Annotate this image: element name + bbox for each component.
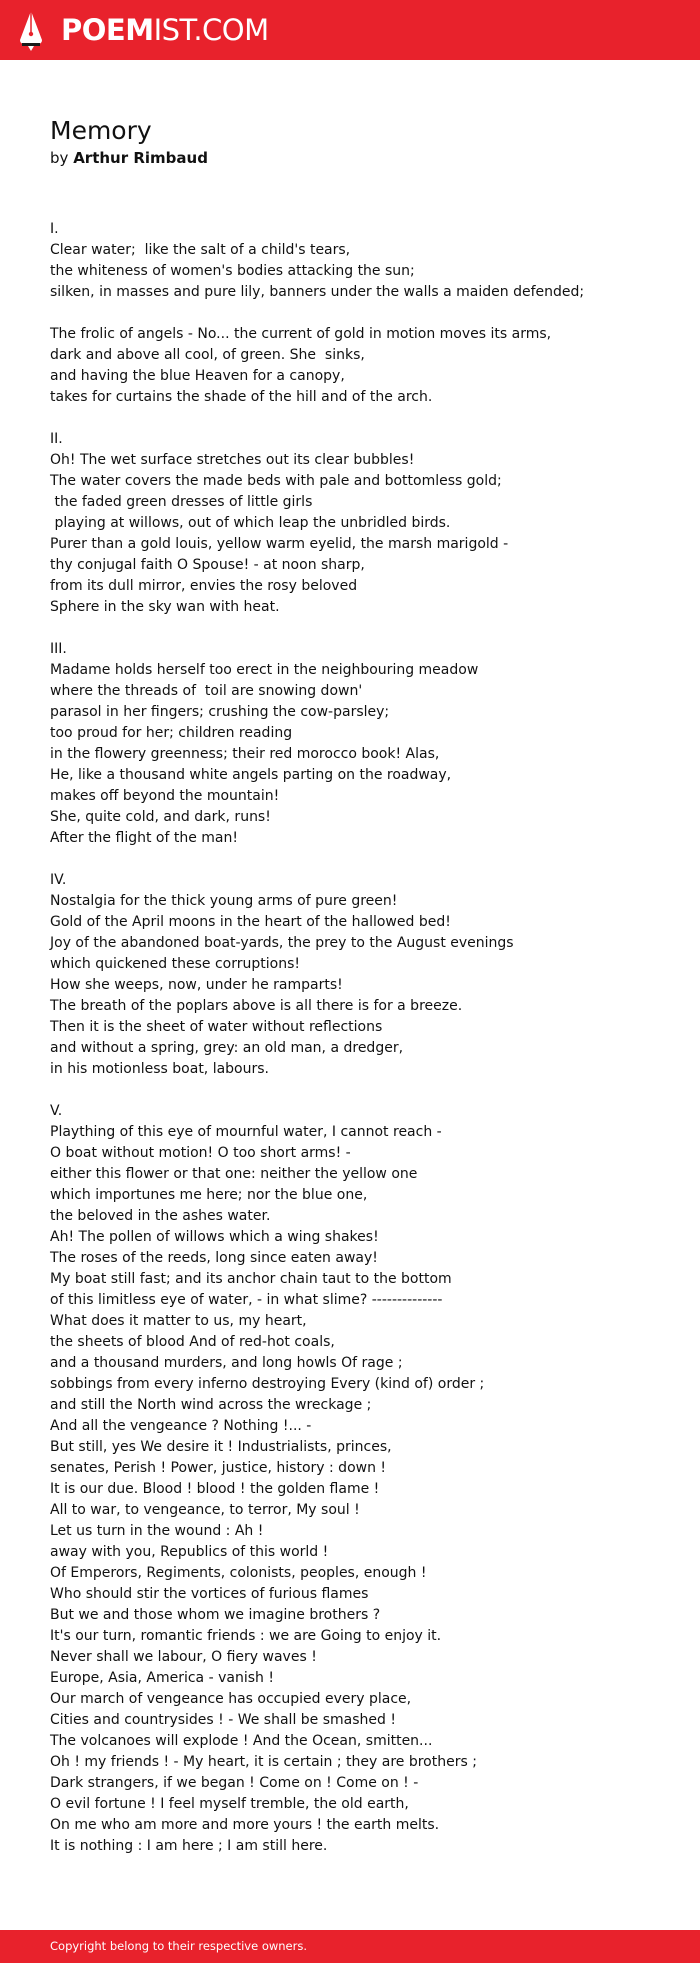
poem-line: O boat without motion! O too short arms! - xyxy=(50,1145,351,1161)
poem-line: It's our turn, romantic friends : we are Going to enjoy it. xyxy=(50,1628,442,1644)
stanza-break xyxy=(50,303,670,324)
byline xyxy=(50,147,208,169)
poem-line: Europe, Asia, America - vanish ! xyxy=(50,1670,274,1686)
poem-line: IV. xyxy=(50,872,67,888)
poem-line: Who should stir the vortices of furious flames xyxy=(50,1586,369,1602)
author-name[interactable]: Arthur Rimbaud xyxy=(73,149,208,167)
poem-line: She, quite cold, and dark, runs! xyxy=(50,809,271,825)
poem-line: And all the vengeance ? Nothing !... - xyxy=(50,1418,312,1434)
poem-line: where the threads of toil are snowing down' xyxy=(50,683,363,699)
site-header xyxy=(0,0,700,60)
poem-line: and still the North wind across the wreckage ; xyxy=(50,1397,372,1413)
poem-line: It is our due. Blood ! blood ! the golden flame ! xyxy=(50,1481,380,1497)
poem-line: senates, Perish ! Power, justice, history : down ! xyxy=(50,1460,387,1476)
poem-line: playing at willows, out of which leap the unbridled birds. xyxy=(50,515,451,531)
poem-line: All to war, to vengeance, to terror, My soul ! xyxy=(50,1502,360,1518)
poem-line: and without a spring, grey: an old man, a dredger, xyxy=(50,1040,404,1056)
stanza-break xyxy=(50,1080,670,1101)
poem-line: It is nothing : I am here ; I am still here. xyxy=(50,1838,328,1854)
poem-line: The water covers the made beds with pale and bottomless gold; xyxy=(50,473,502,489)
poem-line: V. xyxy=(50,1103,63,1119)
poem-line: Nostalgia for the thick young arms of pure green! xyxy=(50,893,398,909)
poem-line: too proud for her; children reading xyxy=(50,725,293,741)
stanza-break xyxy=(50,849,670,870)
poem-line: Oh ! my friends ! - My heart, it is certain ; they are brothers ; xyxy=(50,1754,477,1770)
poem-line: How she weeps, now, under he ramparts! xyxy=(50,977,343,993)
poem-line: What does it matter to us, my heart, xyxy=(50,1313,307,1329)
copyright-text: Copyright belong to their respective owners. xyxy=(50,1939,308,1953)
poem-line: Sphere in the sky wan with heat. xyxy=(50,599,280,615)
poem-line: O evil fortune ! I feel myself tremble, the old earth, xyxy=(50,1796,409,1812)
pen-nib-icon[interactable] xyxy=(18,10,44,52)
poem-line: of this limitless eye of water, - in what slime? -------------- xyxy=(50,1292,443,1308)
poem-line: The breath of the poplars above is all there is for a breeze. xyxy=(50,998,463,1014)
poem-line: which importunes me here; nor the blue one, xyxy=(50,1187,368,1203)
poem-body xyxy=(50,219,670,1857)
poem-line: from its dull mirror, envies the rosy beloved xyxy=(50,578,358,594)
poem-line: Purer than a gold louis, yellow warm eyelid, the marsh marigold - xyxy=(50,536,509,552)
poem-line: the beloved in the ashes water. xyxy=(50,1208,271,1224)
poem-line: I. xyxy=(50,221,59,237)
poem-line: makes off beyond the mountain! xyxy=(50,788,280,804)
stanza-break xyxy=(50,408,670,429)
poem-line: sobbings from every inferno destroying Every (kind of) order ; xyxy=(50,1376,485,1392)
poem-line: Cities and countrysides ! - We shall be smashed ! xyxy=(50,1712,396,1728)
brand-bold: POEM xyxy=(61,13,154,47)
poem-line: the faded green dresses of little girls xyxy=(50,494,313,510)
stanza-break xyxy=(50,618,670,639)
poem-line: away with you, Republics of this world ! xyxy=(50,1544,329,1560)
poem-line: On me who am more and more yours ! the earth melts. xyxy=(50,1817,440,1833)
poem-line: Our march of vengeance has occupied every place, xyxy=(50,1691,412,1707)
poem-line: Gold of the April moons in the heart of the hallowed bed! xyxy=(50,914,451,930)
poem-line: But we and those whom we imagine brothers ? xyxy=(50,1607,381,1623)
poem-line: parasol in her fingers; crushing the cow-parsley; xyxy=(50,704,390,720)
poem-line: The frolic of angels - No... the current of gold in motion moves its arms, xyxy=(50,326,552,342)
poem-line: Of Emperors, Regiments, colonists, peoples, enough ! xyxy=(50,1565,427,1581)
poem-line: My boat still fast; and its anchor chain taut to the bottom xyxy=(50,1271,452,1287)
poem-line: either this flower or that one: neither the yellow one xyxy=(50,1166,418,1182)
poem-line: Plaything of this eye of mournful water, I cannot reach - xyxy=(50,1124,442,1140)
poem-line: He, like a thousand white angels parting on the roadway, xyxy=(50,767,452,783)
poem-line: the whiteness of women's bodies attacking the sun; xyxy=(50,263,415,279)
poem-line: and a thousand murders, and long howls Of rage ; xyxy=(50,1355,403,1371)
poem-line: Then it is the sheet of water without reflections xyxy=(50,1019,383,1035)
poem-title: Memory xyxy=(50,116,152,145)
poem-line: But still, yes We desire it ! Industrialists, princes, xyxy=(50,1439,392,1455)
poem-line: III. xyxy=(50,641,67,657)
poem-line: Never shall we labour, O fiery waves ! xyxy=(50,1649,317,1665)
poem-line: and having the blue Heaven for a canopy, xyxy=(50,368,345,384)
poem-line: the sheets of blood And of red-hot coals, xyxy=(50,1334,335,1350)
poem-line: in his motionless boat, labours. xyxy=(50,1061,269,1077)
poem-line: The volcanoes will explode ! And the Ocean, smitten... xyxy=(50,1733,433,1749)
poem-line: silken, in masses and pure lily, banners under the walls a maiden defended; xyxy=(50,284,585,300)
poem-line: Clear water; like the salt of a child's tears, xyxy=(50,242,351,258)
poem-line: Madame holds herself too erect in the neighbouring meadow xyxy=(50,662,479,678)
poem-line: Let us turn in the wound : Ah ! xyxy=(50,1523,264,1539)
poem-line: II. xyxy=(50,431,63,447)
poem-line: in the flowery greenness; their red morocco book! Alas, xyxy=(50,746,440,762)
poem-line: which quickened these corruptions! xyxy=(50,956,300,972)
poem-line: Joy of the abandoned boat-yards, the prey to the August evenings xyxy=(50,935,514,951)
poem-line: Oh! The wet surface stretches out its clear bubbles! xyxy=(50,452,415,468)
poem-line: After the flight of the man! xyxy=(50,830,238,846)
site-footer xyxy=(0,1930,700,1963)
poem-line: Dark strangers, if we began ! Come on ! Come on ! - xyxy=(50,1775,419,1791)
poem-line: dark and above all cool, of green. She sinks, xyxy=(50,347,365,363)
by-label: by xyxy=(50,149,69,167)
poem-line: takes for curtains the shade of the hill and of the arch. xyxy=(50,389,433,405)
site-logo[interactable] xyxy=(61,11,269,49)
brand-light: IST.COM xyxy=(153,13,269,47)
poem-line: thy conjugal faith O Spouse! - at noon sharp, xyxy=(50,557,365,573)
poem-line: Ah! The pollen of willows which a wing shakes! xyxy=(50,1229,379,1245)
poem-line: The roses of the reeds, long since eaten away! xyxy=(50,1250,378,1266)
